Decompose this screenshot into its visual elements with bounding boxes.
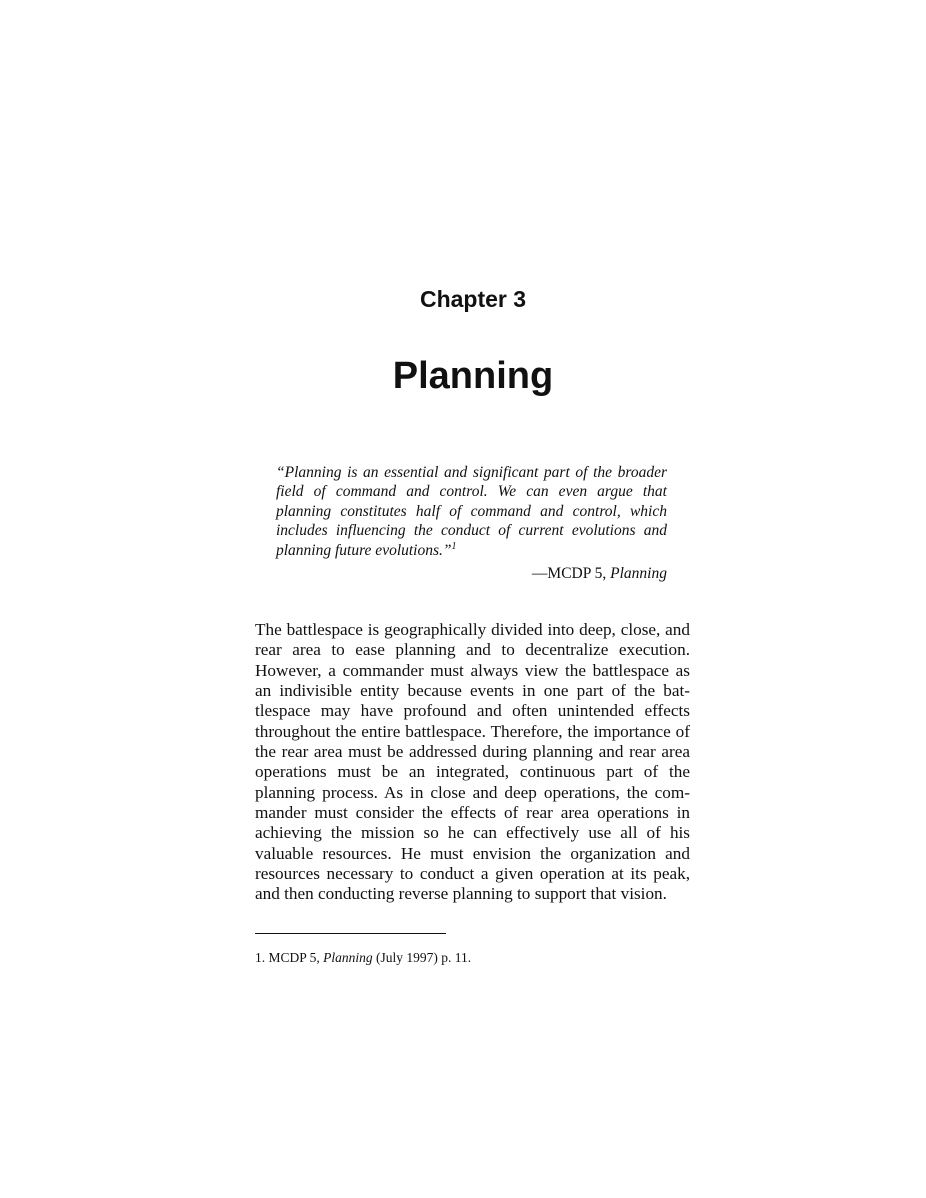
epigraph-attribution (276, 564, 667, 584)
footnote-divider (255, 933, 446, 934)
chapter-title: Planning (392, 355, 554, 397)
chapter-label: Chapter 3 (419, 286, 527, 312)
footnote-title: Planning (323, 950, 373, 965)
epigraph-quote-text: “Planning is an essential and significant part of the broader field of command and control. We can even argue that planning constitutes half of command and control, which includes influencing the conduct of current evolutions and planning future evolutions.” (276, 464, 667, 559)
attribution-prefix: —MCDP 5, (531, 565, 607, 583)
footnote-prefix: 1. MCDP 5, (255, 950, 320, 965)
body-paragraph: The battlespace is geographically divided into deep, close, and rear area to ease planning and to decentralize execution. However, a commander must always view the battlespace as an indivisible entity because events in one part of the battlespace may have profound and often unintended effects throughout the entire battlespace. Therefore, the importance of the rear area must be addressed during planning and rear area operations must be an integrated, continuous part of the planning process. As in close and deep operations, the commander must consider the effects of rear area operations in achieving the mission so he can effectively use all of his valuable resources. He must envision the organization and resources necessary to conduct a given operation at its peak, and then conducting reverse planning to support that vision. (255, 620, 690, 904)
attribution-title: Planning (610, 565, 667, 583)
footnote-suffix: (July 1997) p. 11. (376, 950, 472, 965)
epigraph (276, 463, 667, 584)
footnote (255, 949, 690, 967)
epigraph-quote (276, 463, 667, 560)
footnote-marker: 1 (451, 540, 457, 552)
